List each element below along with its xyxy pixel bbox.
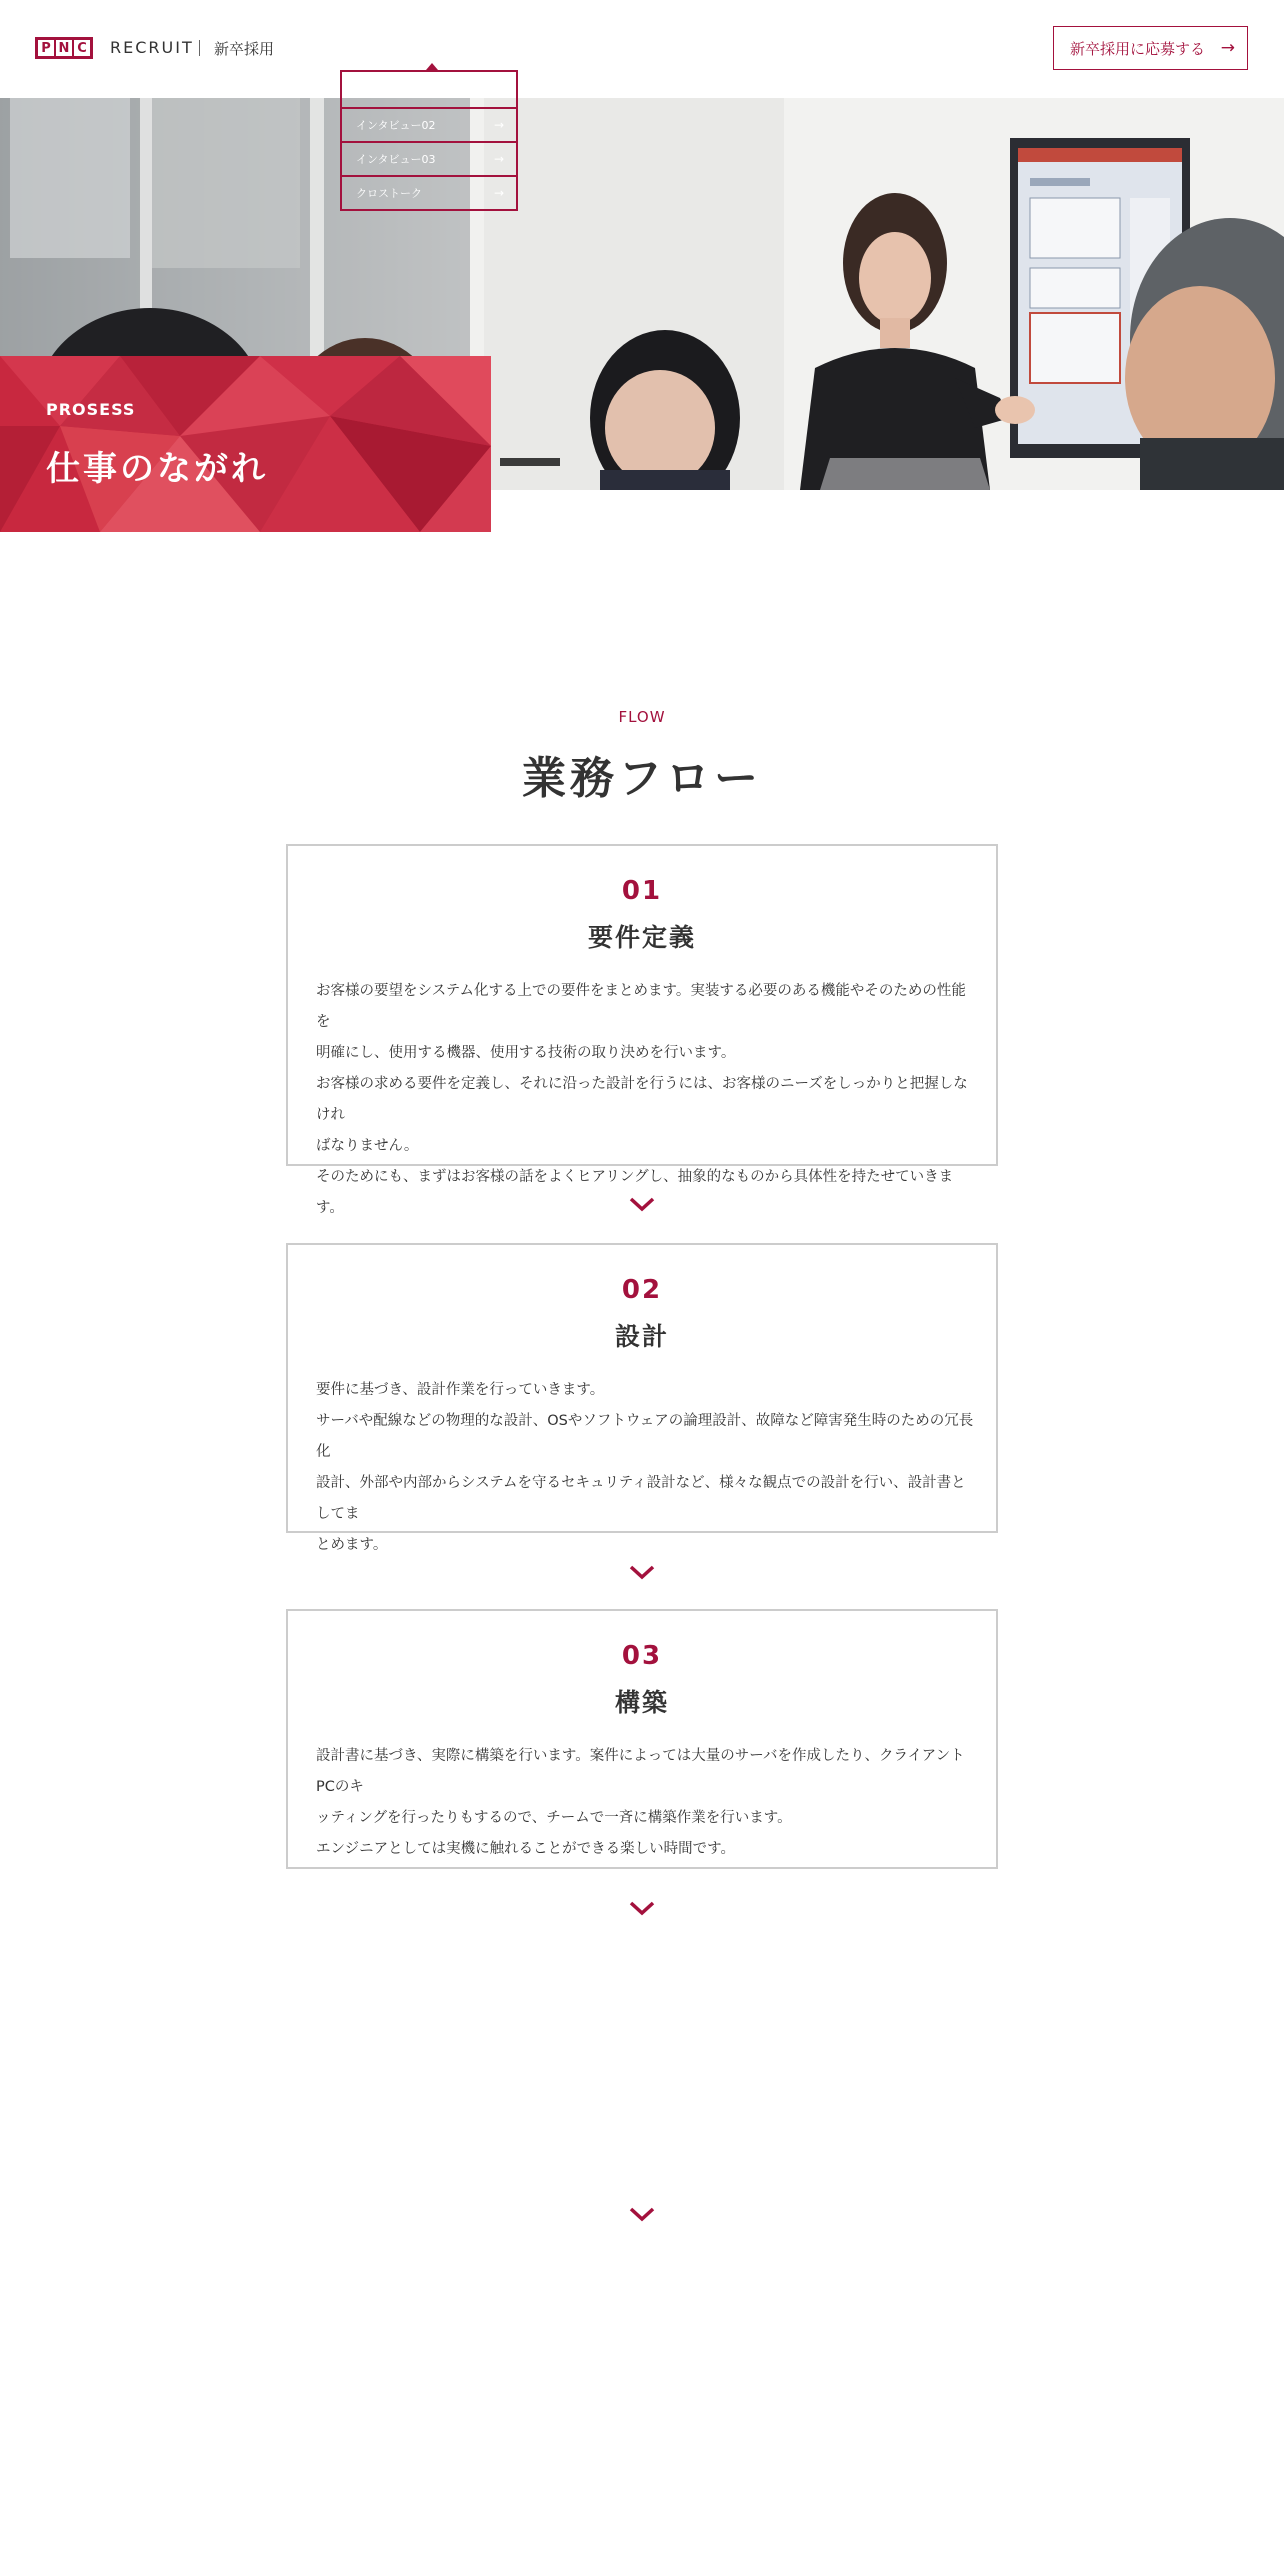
menu-item-cross-talk[interactable] <box>342 175 516 209</box>
apply-button[interactable] <box>1053 26 1248 70</box>
page-title: 仕事のながれ <box>46 449 268 489</box>
step-text-line: そのためにも、まずはお客様の話をよくヒアリングし、抽象的なものから具体性を持たせていきます。 <box>316 1169 954 1216</box>
step-text-line: エンジニアとしては実機に触れることができる楽しい時間です。 <box>316 1841 735 1857</box>
section-label: 新卒採用 <box>214 40 275 58</box>
step-description <box>316 976 976 1224</box>
interview-dropdown-menu <box>340 70 518 211</box>
arrow-right-icon: → <box>493 118 504 132</box>
logo-letter-p: P <box>38 40 54 56</box>
menu-item-interview-03[interactable] <box>342 141 516 175</box>
step-title: 設計 <box>614 1322 669 1351</box>
step-text-line: お客様の求める要件を定義し、それに沿った設計を行うには、お客様のニーズをしっかりと把握しなけれ <box>316 1076 968 1123</box>
step-text-line: 設計書に基づき、実際に構築を行います。案件によっては大量のサーバを作成したり、クライアントPCのキ <box>316 1748 965 1795</box>
apply-button-label: 新卒採用に応募する <box>1070 39 1206 58</box>
chevron-down-icon <box>629 2206 655 2222</box>
flow-step-card <box>286 1609 998 1869</box>
flow-step-card <box>286 844 998 1216</box>
chevron-down-icon <box>629 1900 655 1916</box>
page-title-band <box>0 356 491 532</box>
dropdown-caret-icon <box>426 63 438 70</box>
step-number: 03 <box>621 1641 663 1671</box>
step-title: 構築 <box>614 1688 669 1717</box>
header-divider <box>199 40 200 56</box>
step-title: 要件定義 <box>587 923 696 952</box>
flow-heading: 業務フロー <box>522 753 762 804</box>
step-text-line: お客様の要望をシステム化する上での要件をまとめます。実装する必要のある機能やそのための性能を <box>316 983 966 1030</box>
step-number: 02 <box>621 1275 663 1305</box>
logo-letter-n: N <box>56 40 72 56</box>
flow-eyebrow: FLOW <box>618 708 666 726</box>
chevron-down-icon <box>629 1196 655 1212</box>
step-text-line: とめます。 <box>316 1537 388 1553</box>
menu-item-label: インタビュー03 <box>356 153 436 166</box>
pnc-logo[interactable] <box>35 37 93 59</box>
step-text-line: サーバや配線などの物理的な設計、OSやソフトウェアの論理設計、故障など障害発生時のための冗長化 <box>316 1413 974 1460</box>
chevron-down-icon <box>629 1564 655 1580</box>
brand-recruit[interactable]: RECRUIT <box>110 38 194 57</box>
step-text-line: ばなりません。 <box>316 1138 419 1154</box>
step-description <box>316 1375 976 1561</box>
step-text-line: 設計、外部や内部からシステムを守るセキュリティ設計など、様々な観点での設計を行い、設計書としてま <box>316 1475 966 1522</box>
step-number: 01 <box>621 876 663 906</box>
menu-item-label: インタビュー02 <box>356 119 436 132</box>
arrow-right-icon: → <box>493 152 504 166</box>
step-text-line: 要件に基づき、設計作業を行っていきます。 <box>316 1382 605 1398</box>
step-description <box>316 1741 976 1865</box>
hero-eyebrow: PROSESS <box>46 400 136 419</box>
step-text-line: ッティングを行ったりもするので、チームで一斉に構築作業を行います。 <box>316 1810 792 1826</box>
step-text-line: 明確にし、使用する機器、使用する技術の取り決めを行います。 <box>316 1045 736 1061</box>
arrow-right-icon: → <box>1220 38 1235 58</box>
menu-item-label: クロストーク <box>356 187 422 200</box>
menu-item-interview-02[interactable] <box>342 107 516 141</box>
flow-step-card <box>286 1243 998 1553</box>
logo-letter-c: C <box>74 40 90 56</box>
site-header <box>0 0 1284 98</box>
arrow-right-icon: → <box>493 186 504 200</box>
